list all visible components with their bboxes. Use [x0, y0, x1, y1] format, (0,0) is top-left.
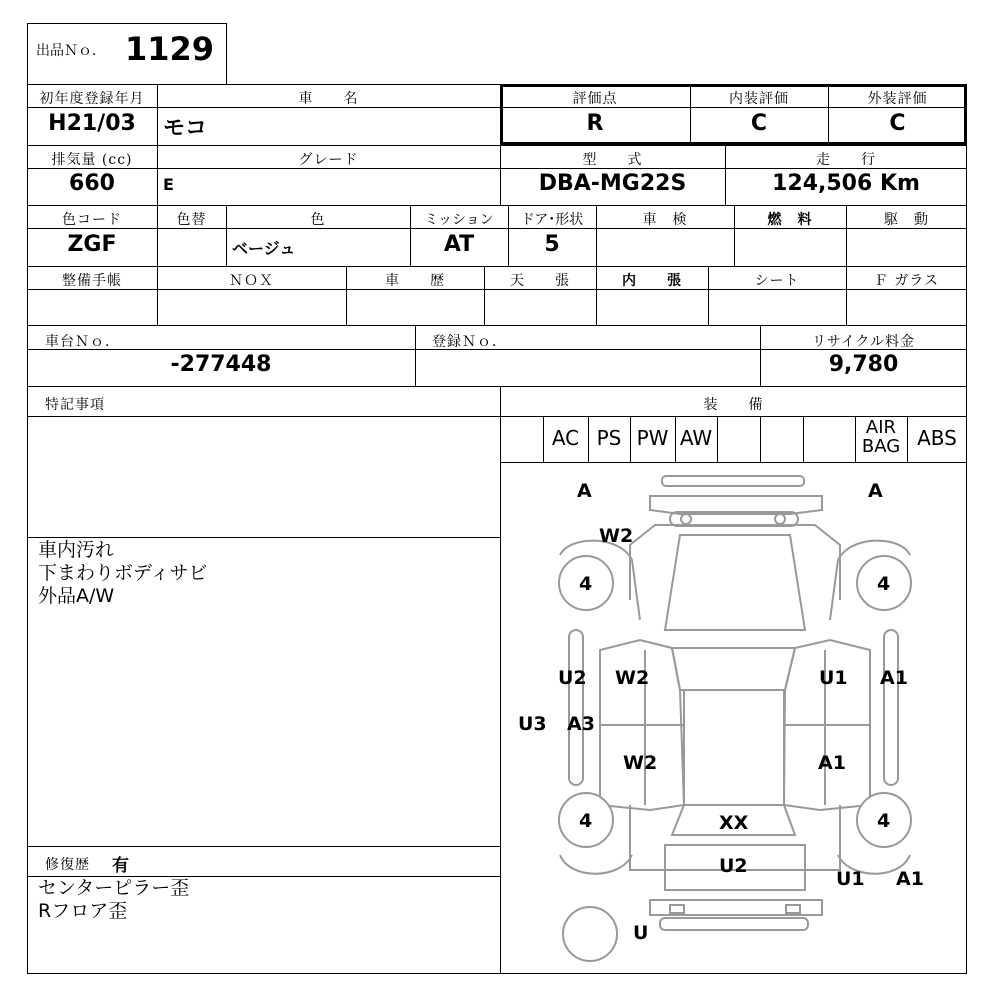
equipment-item-airbag: AIR BAG: [861, 417, 901, 457]
repaint-label: 色替: [176, 212, 207, 228]
recycle-fee-value: 9,780: [828, 352, 899, 377]
mission-value: AT: [443, 232, 475, 257]
interior-score-value: C: [750, 111, 768, 136]
damage-mark-left-door-front: U2: [558, 667, 587, 689]
displacement-label: 排気量 (cc): [51, 152, 133, 168]
repair-line: Rフロア歪: [38, 900, 128, 922]
damage-mark-rear-bumper: U: [633, 922, 649, 944]
color-code-label: 色コード: [62, 212, 122, 228]
note-line: 下まわりボディサビ: [38, 562, 208, 584]
damage-mark-rear-glass: XX: [719, 812, 749, 834]
door-value: 5: [544, 232, 560, 257]
color-code-value: ZGF: [67, 232, 117, 257]
damage-mark-right-side-rear: A1: [818, 752, 846, 774]
equipment-item-pw: PW: [636, 426, 669, 450]
first-registration-value: H21/03: [48, 111, 136, 136]
model-code-label: 型 式: [582, 152, 643, 168]
note-line: 車内汚れ: [38, 539, 115, 561]
equipment-item-ac: AC: [551, 426, 580, 450]
model-code-value: DBA-MG22S: [538, 171, 687, 196]
lot-number-value: 1129: [125, 30, 215, 68]
maintenance-book-label: 整備手帳: [62, 273, 122, 289]
damage-mark-front-right: A: [868, 480, 883, 502]
mission-label: ミッション: [424, 212, 494, 228]
damage-mark-rear-right-1: U1: [836, 868, 865, 890]
damage-mark-left-sill: U3: [518, 713, 547, 735]
tire-depth-rear-right: 4: [877, 810, 891, 832]
drive-label: 駆 動: [884, 212, 929, 228]
inspection-label: 車 検: [642, 212, 688, 228]
damage-mark-rear-gate: U2: [719, 855, 748, 877]
damage-mark-left-glass-front: W2: [615, 667, 650, 689]
registration-number-label: 登録Ｎｏ．: [432, 334, 507, 350]
tire-depth-front-right: 4: [877, 573, 891, 595]
interior-trim-label: 内 張: [622, 273, 682, 289]
nox-label: ＮＯＸ: [229, 273, 274, 289]
tire-depth-front-left: 4: [579, 573, 593, 595]
front-glass-label: Ｆ ガラス: [873, 273, 940, 289]
exterior-score-label: 外装評価: [867, 91, 928, 107]
equipment-item-aw: AW: [679, 426, 713, 450]
equipment-label: 装 備: [703, 397, 764, 413]
car-name-label: 車 名: [298, 91, 359, 107]
color-label: 色: [310, 212, 326, 228]
equipment-item-abs: ABS: [917, 426, 957, 450]
fuel-label: 燃 料: [767, 212, 813, 228]
notes-label: 特記事項: [45, 397, 105, 413]
tire-depth-rear-left: 4: [579, 810, 593, 832]
color-value: ベージュ: [232, 239, 296, 258]
note-line: 外品A/W: [38, 585, 115, 607]
damage-mark-front-left: A: [577, 480, 592, 502]
damage-mark-left-glass-rear: W2: [623, 752, 658, 774]
exterior-score-value: C: [889, 111, 906, 136]
interior-score-label: 内装評価: [729, 91, 789, 107]
chassis-number-label: 車台Ｎｏ．: [45, 334, 120, 350]
first-registration-label: 初年度登録年月: [39, 91, 145, 107]
door-label: ドア･形状: [520, 212, 584, 228]
damage-mark-rear-right-2: A1: [896, 868, 924, 890]
lot-number-label: 出品Ｎｏ．: [36, 43, 106, 59]
damage-mark-hood: W2: [599, 525, 634, 547]
damage-mark-right-side-front: A1: [880, 667, 908, 689]
damage-mark-right-door-front: U1: [819, 667, 848, 689]
recycle-fee-label: リサイクル料金: [811, 334, 916, 350]
repair-history-value: 有: [112, 856, 129, 876]
equipment-item-ps: PS: [596, 426, 622, 450]
vehicle-history-label: 車 歴: [385, 273, 445, 289]
seat-label: シート: [754, 273, 800, 289]
grade-label: グレード: [298, 152, 359, 168]
chassis-number-value: -277448: [170, 352, 272, 377]
mileage-label: 走 行: [816, 152, 876, 168]
mileage-value: 124,506 Km: [772, 171, 920, 196]
damage-mark-left-side: A3: [567, 713, 595, 735]
score-label: 評価点: [572, 91, 618, 107]
roof-lining-label: 天 張: [510, 273, 570, 289]
repair-history-label: 修復歴: [45, 857, 90, 873]
repair-line: センターピラー歪: [38, 877, 190, 899]
car-name-value: モコ: [163, 116, 208, 141]
grade-value: E: [163, 175, 174, 194]
displacement-value: 660: [69, 171, 115, 196]
score-value: R: [586, 111, 604, 136]
